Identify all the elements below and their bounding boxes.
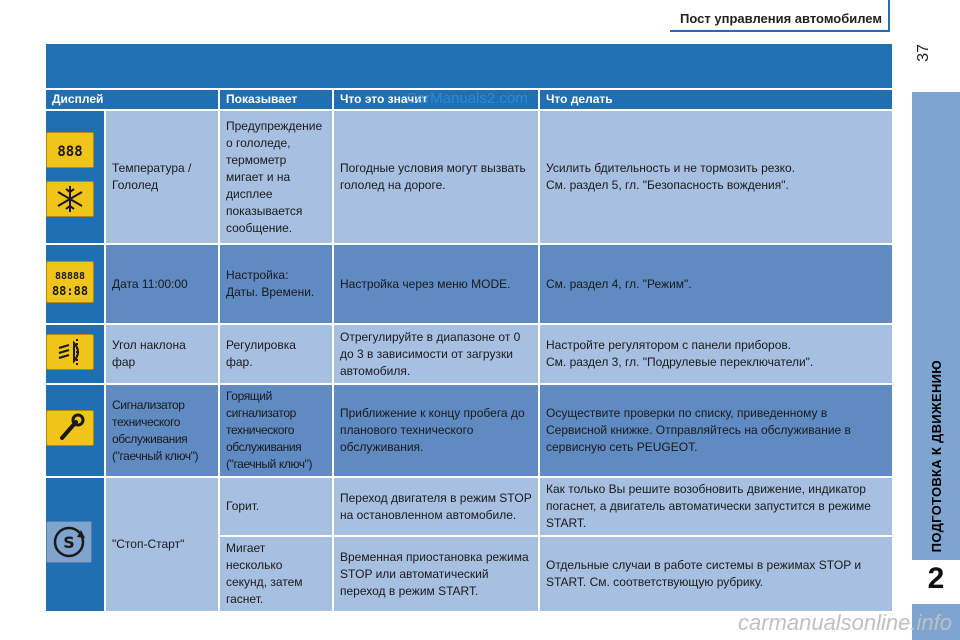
cell-display: Сигнализатор технического обслуживания ("гаечный ключ") [106,385,218,476]
cell-action: Усилить бдительность и не тормозить резко. См. раздел 5, гл. "Безопасность вождения". [540,111,892,243]
cell-display: Температура / Гололед [106,111,218,243]
cell-shows: Горит. [220,478,332,535]
cell-shows: Настройка: Даты. Времени. [220,245,332,323]
table-row [46,111,892,243]
header-rule [670,30,888,32]
header-vertical-rule [888,0,890,32]
icon-cell [46,325,104,383]
icon-cell [46,245,104,323]
icon-cell [46,385,104,476]
svg-text:S: S [63,533,75,552]
col-header-display: Дисплей [46,90,218,109]
chapter-sidebar-label-wrap [912,92,960,552]
table-row [46,325,892,383]
snowflake-icon [46,181,94,217]
icon-cell [46,478,104,611]
table-banner [46,44,892,88]
cell-display: Угол наклона фар [106,325,218,383]
temp-display-icon [46,132,94,168]
cell-shows: Горящий сигнализатор технического обслуживания ("гаечный ключ") [220,385,332,476]
headlamp-levelling-icon [46,334,94,370]
chapter-sidebar-label: ПОДГОТОВКА К ДВИЖЕНИЮ [928,359,944,552]
wrench-icon [46,410,94,446]
col-header-shows: Показывает [220,90,332,109]
cell-meaning: Отрегулируйте в диапазоне от 0 до 3 в зависимости от загрузки автомобиля. [334,325,538,383]
cell-display: Дата 11:00:00 [106,245,218,323]
table-row [46,478,892,535]
svg-text:88888: 88888 [54,270,86,282]
page-header-title: Пост управления автомобилем [680,11,882,26]
cell-shows: Регулировка фар. [220,325,332,383]
stop-start-icon [46,521,92,563]
indicator-table [44,88,894,613]
cell-action: Отдельные случаи в работе системы в режимах STOP и START. См. соответствующую рубрику. [540,537,892,611]
footer-watermark: carmanualsonline.info [737,610,952,635]
svg-text:88:88: 88:88 [51,283,89,298]
chapter-number: 2 [927,562,945,595]
table-row [46,385,892,476]
col-header-meaning: Что это значит [334,90,538,109]
table-row [46,245,892,323]
cell-meaning: Временная приостановка режима STOP или автоматический переход в режим START. [334,537,538,611]
cell-meaning: Переход двигателя в режим STOP на остановленном автомобиле. [334,478,538,535]
icon-cell [46,111,104,243]
date-time-display-icon [46,261,94,303]
col-header-action: Что делать [540,90,892,109]
svg-text:888: 888 [57,144,83,160]
cell-action: Настройте регулятором с панели приборов. См. раздел 3, гл. "Подрулевые переключатели". [540,325,892,383]
cell-meaning: Приближение к концу пробега до планового технического обслуживания. [334,385,538,476]
cell-meaning: Погодные условия могут вызвать гололед на дороге. [334,111,538,243]
watermark-text: CarManuals2.com [406,90,528,107]
cell-shows: Предупреждение о гололеде, термометр мигает и на дисплее показывается сообщение. [220,111,332,243]
cell-display: "Стоп-Старт" [106,478,218,611]
cell-action: См. раздел 4, гл. "Режим". [540,245,892,323]
cell-meaning: Настройка через меню MODE. [334,245,538,323]
cell-action: Как только Вы решите возобновить движение, индикатор погаснет, а двигатель автоматически запустится в режиме START. [540,478,892,535]
cell-shows: Мигает несколько секунд, затем гаснет. [220,537,332,611]
cell-action: Осуществите проверки по списку, приведенному в Сервисной книжке. Отправляйтесь на обслуживание в сервисную сеть PEUGEOT. [540,385,892,476]
page-number: 37 [915,44,932,62]
